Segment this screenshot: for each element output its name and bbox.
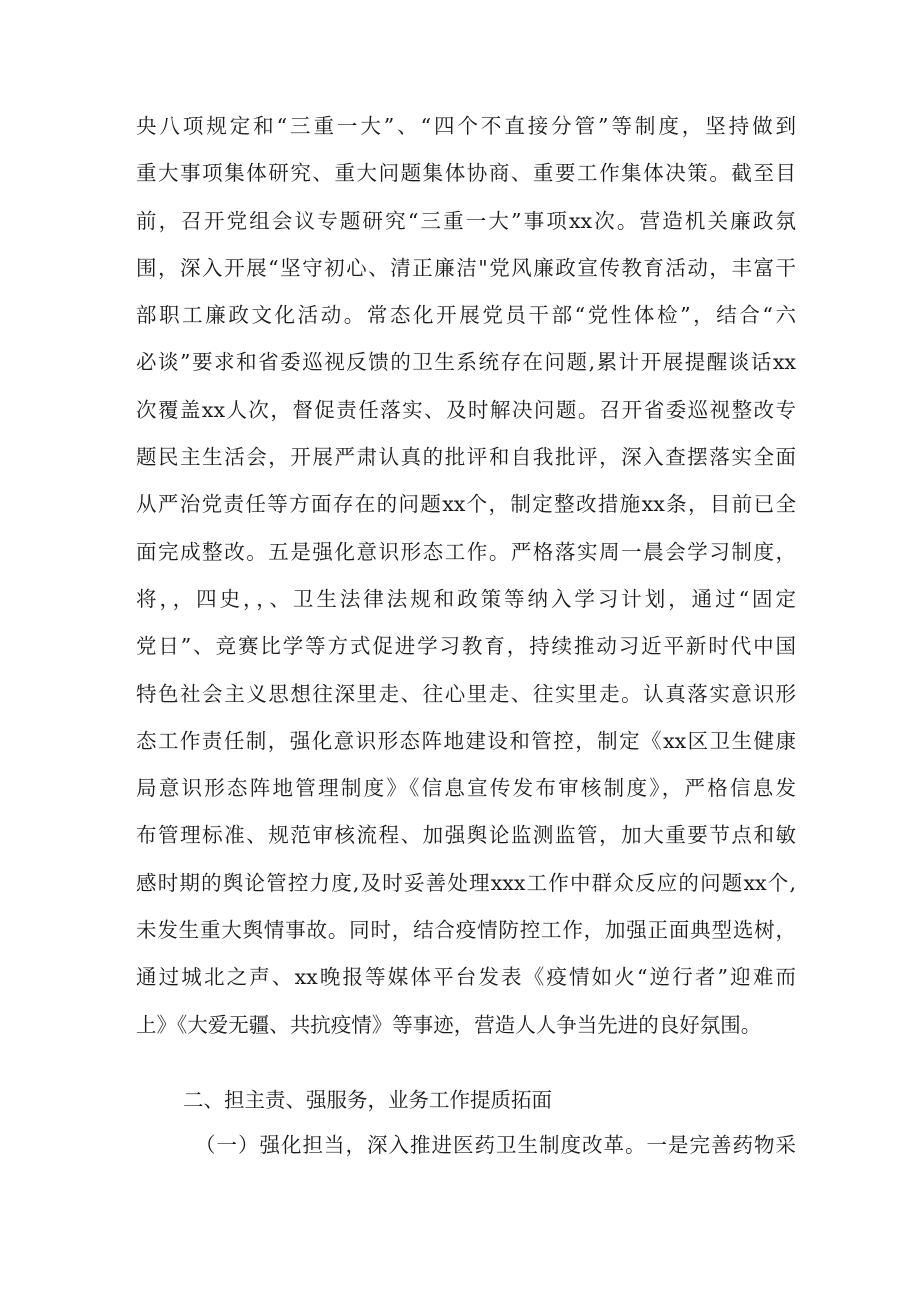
paragraph-line: 次覆盖xx人次，督促责任落实、及时解决问题。召开省委巡视整改专 [136, 397, 796, 422]
paragraph-line: 题民主生活会，开展严肃认真的批评和自我批评，深入查摆落实全面 [136, 445, 796, 470]
paragraph-line: 必谈”要求和省委巡视反馈的卫生系统存在问题,累计开展提醒谈话xx [136, 350, 796, 375]
paragraph-line: 央八项规定和“三重一大”、“四个不直接分管”等制度，坚持做到 [136, 114, 796, 138]
paragraph-line: 特色社会主义思想往深里走、往心里走、往实里走。认真落实意识形 [136, 681, 796, 706]
paragraph-line: 部职工廉政文化活动。常态化开展党员干部“党性体检”，结合“六 [136, 303, 796, 328]
paragraph-line: 感时期的舆论管控力度,及时妥善处理xxx工作中群众反应的问题xx个, [136, 870, 796, 895]
subsection-line: （一）强化担当，深入推进医药卫生制度改革。一是完善药物采 [195, 1133, 796, 1157]
paragraph-line: 党日”、竞赛比学等方式促进学习教育，持续推动习近平新时代中国 [136, 634, 796, 659]
paragraph-line: 前，召开党组会议专题研究“三重一大”事项xx次。营造机关廉政氛 [136, 208, 796, 233]
paragraph-line: 未发生重大舆情事故。同时，结合疫情防控工作，加强正面典型选树， [136, 918, 796, 943]
paragraph-line: 布管理标准、规范审核流程、加强舆论监测监管，加大重要节点和敏 [136, 823, 796, 848]
section-heading: 二、担主责、强服务，业务工作提质拓面 [183, 1088, 552, 1112]
paragraph-body [136, 103, 796, 1049]
paragraph-line: 上》《大爱无疆、共抗疫情》等事迹，营造人人争当先进的良好氛围。 [136, 1012, 762, 1037]
paragraph-line: 态工作责任制，强化意识形态阵地建设和管控，制定《xx区卫生健康 [136, 728, 796, 753]
paragraph-line: 局意识形态阵地管理制度》《信息宣传发布审核制度》，严格信息发 [136, 776, 796, 801]
paragraph-line: 从严治党责任等方面存在的问题xx个，制定整改措施xx条，目前已全 [136, 492, 796, 517]
paragraph-line: 面完成整改。五是强化意识形态工作。严格落实周一晨会学习制度， [136, 539, 796, 564]
paragraph-line: 重大事项集体研究、重大问题集体协商、重要工作集体决策。截至目 [136, 161, 796, 186]
paragraph-line: 围，深入开展“坚守初心、清正廉洁"党风廉政宣传教育活动，丰富干 [136, 255, 796, 280]
paragraph-line: 通过城北之声、xx晚报等媒体平台发表《疫情如火“逆行者”迎难而 [136, 965, 796, 990]
paragraph-line: 将，，四史，，、卫生法律法规和政策等纳入学习计划，通过“固定 [136, 586, 796, 611]
